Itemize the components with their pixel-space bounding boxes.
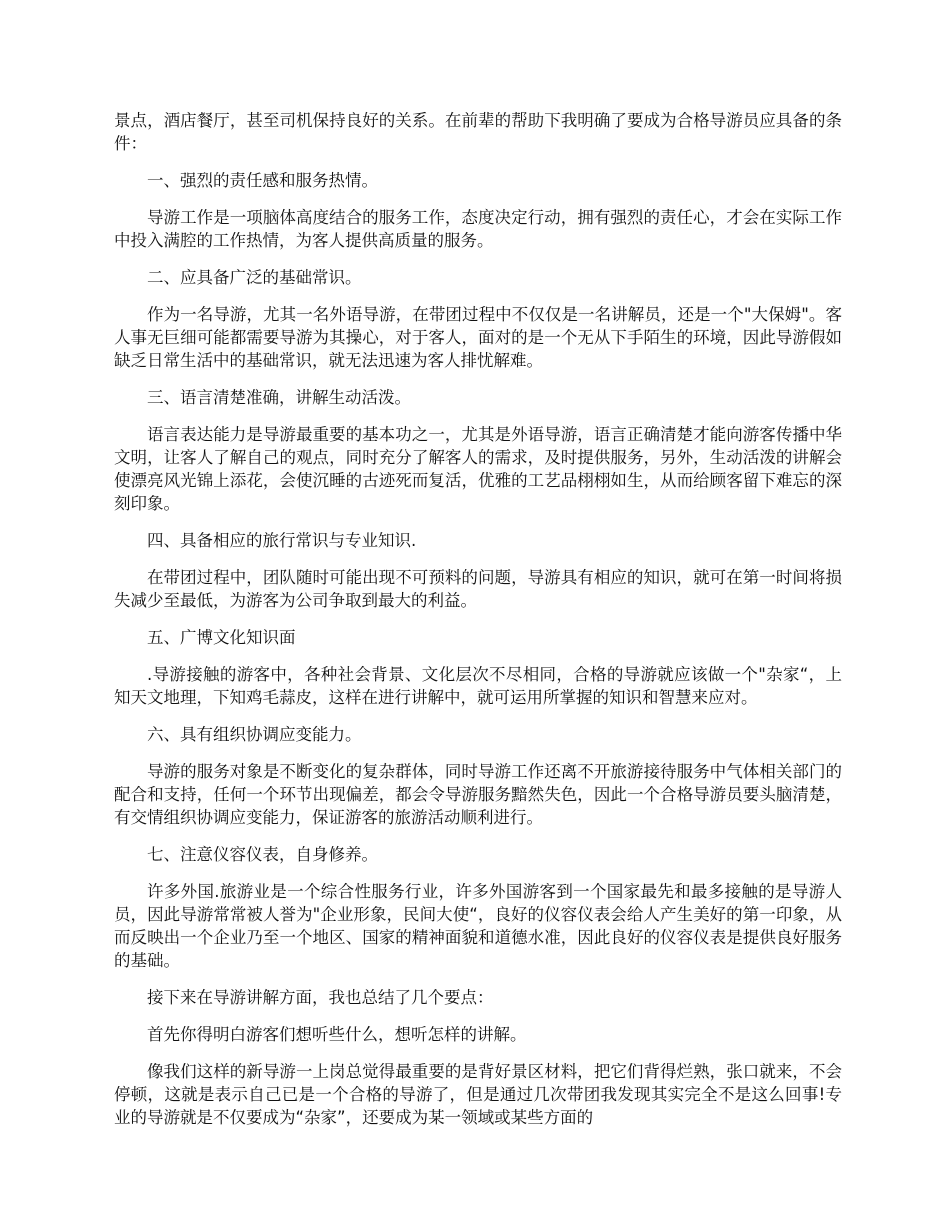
section-body-4: 在带团过程中，团队随时可能出现不可预料的问题，导游具有相应的知识，就可在第一时间将损失减少至最低，为游客为公司争取到最大的利益。 [114, 568, 842, 610]
section-body-6: 导游的服务对象是不断变化的复杂群体，同时导游工作还离不开旅游接待服务中气体相关部门的配合和支持，任何一个环节出现偏差，都会令导游服务黯然失色，因此一个合格导游员要头脑清楚，有交情组织协调应变能力，保证游客的旅游活动顺利进行。 [114, 762, 842, 827]
section-body-3: 语言表达能力是导游最重要的基本功之一，尤其是外语导游，语言正确清楚才能向游客传播中华文明，让客人了解自己的观点，同时充分了解客人的需求，及时提供服务，另外，生动活泼的讲解会使漂亮风光锦上添花，会使沉睡的古迹死而复活，优雅的工艺品栩栩如生，从而给顾客留下难忘的深刻印象。 [114, 425, 842, 513]
section-body-5: .导游接触的游客中，各种社会背景、文化层次不尽相同，合格的导游就应该做一个"杂家“，上知天文地理，下知鸡毛蒜皮，这样在进行讲解中，就可运用所掌握的知识和智慧来应对。 [114, 665, 842, 707]
section-heading-2: 二、应具备广泛的基础常识。 [147, 268, 362, 287]
paragraph-point-first: 首先你得明白游客们想听些什么，想听怎样的讲解。 [147, 1025, 527, 1044]
section-heading-6: 六、具有组织协调应变能力。 [147, 725, 362, 744]
section-body-1: 导游工作是一项脑体高度结合的服务工作，态度决定行动，拥有强烈的责任心，才会在实际工作中投入满腔的工作热情，为客人提供高质量的服务。 [114, 208, 842, 250]
section-heading-5: 五、广博文化知识面 [147, 628, 296, 647]
section-body-7: 许多外国.旅游业是一个综合性服务行业，许多外国游客到一个国家最先和最多接触的是导游人员，因此导游常常被人誉为"企业形象，民间大使“，良好的仪容仪表会给人产生美好的第一印象，从而反映出一个企业乃至一个地区、国家的精神面貌和道德水准，因此良好的仪容仪表是提供良好服务的基础。 [114, 882, 842, 970]
document-body [114, 109, 842, 1143]
section-heading-3: 三、语言清楚准确，讲解生动活泼。 [147, 388, 411, 407]
paragraph-intro: 景点，酒店餐厅，甚至司机保持良好的关系。在前辈的帮助下我明确了要成为合格导游员应具备的条件： [114, 111, 842, 153]
paragraph-summary-intro: 接下来在导游讲解方面，我也总结了几个要点： [147, 988, 494, 1007]
section-body-2: 作为一名导游，尤其一名外语导游，在带团过程中不仅仅是一名讲解员，还是一个"大保姆"。客人事无巨细可能都需要导游为其操心，对于客人，面对的是一个无从下手陌生的环境，因此导游假如缺乏日常生活中的基础常识，就无法迅速为客人排忧解难。 [114, 305, 842, 370]
paragraph-new-guide: 像我们这样的新导游一上岗总觉得最重要的是背好景区材料，把它们背得烂熟，张口就来，不会停顿，这就是表示自己已是一个合格的导游了，但是通过几次带团我发现其实完全不是这么回事!专业的导游就是不仅要成为“杂家”，还要成为某一领域或某些方面的 [114, 1062, 842, 1127]
section-heading-1: 一、强烈的责任感和服务热情。 [147, 171, 378, 190]
section-heading-4: 四、具备相应的旅行常识与专业知识. [147, 531, 417, 550]
section-heading-7: 七、注意仪容仪表，自身修养。 [147, 845, 378, 864]
